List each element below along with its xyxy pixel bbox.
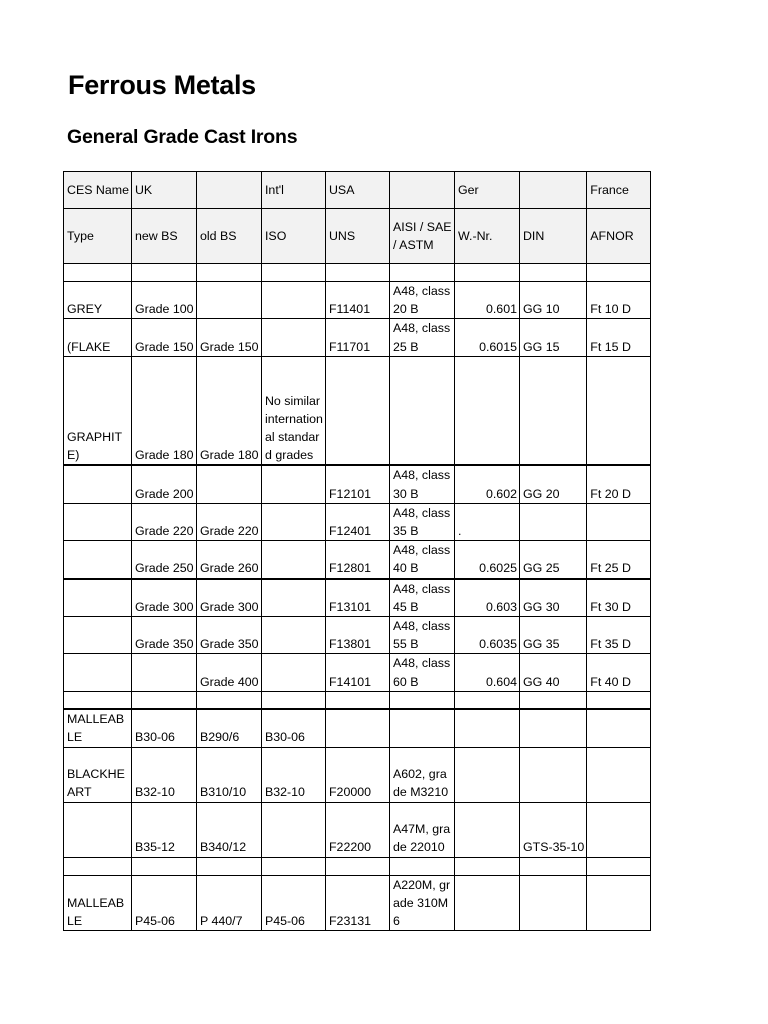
header-cell: USA <box>325 172 389 209</box>
table-cell: Grade 100 <box>131 282 196 319</box>
table-cell: Ft 30 D <box>587 579 651 617</box>
header-cell: Ger <box>454 172 519 209</box>
header-cell: ISO <box>261 209 325 264</box>
header-cell: UNS <box>325 209 389 264</box>
table-cell: Grade 350 <box>131 616 196 653</box>
table-cell <box>389 691 454 709</box>
table-cell <box>131 264 196 282</box>
table-row <box>64 579 651 617</box>
header-cell: DIN <box>519 209 586 264</box>
table-row <box>64 616 651 653</box>
table-cell: F20000 <box>325 747 389 802</box>
table-cell <box>454 802 519 857</box>
table-cell <box>261 857 325 875</box>
header-cell: AFNOR <box>587 209 651 264</box>
table-cell <box>261 579 325 617</box>
table-cell: A48, class 40 B <box>389 541 454 579</box>
table-cell: A48, class 60 B <box>389 654 454 691</box>
table-cell: F12401 <box>325 503 389 540</box>
table-cell: P 440/7 <box>196 875 261 931</box>
table-cell <box>131 857 196 875</box>
table-cell: GG 35 <box>519 616 586 653</box>
table-cell <box>261 691 325 709</box>
table-cell: Grade 180 <box>196 356 261 465</box>
table-cell: F12801 <box>325 541 389 579</box>
table-cell: Ft 10 D <box>587 282 651 319</box>
table-row <box>64 319 651 356</box>
table-cell: F13101 <box>325 579 389 617</box>
table-cell: GG 15 <box>519 319 586 356</box>
table-cell: Ft 35 D <box>587 616 651 653</box>
table-row <box>64 802 651 857</box>
table-cell <box>389 356 454 465</box>
table-cell: 0.6015 <box>454 319 519 356</box>
table-cell <box>325 264 389 282</box>
table-cell <box>131 691 196 709</box>
table-cell <box>261 541 325 579</box>
table-cell <box>64 802 132 857</box>
table-cell <box>519 709 586 747</box>
table-cell <box>261 654 325 691</box>
section-subtitle: General Grade Cast Irons <box>67 126 298 148</box>
table-cell: Ft 40 D <box>587 654 651 691</box>
table-cell <box>389 857 454 875</box>
table-cell <box>519 503 586 540</box>
table-cell <box>64 691 132 709</box>
table-cell <box>389 709 454 747</box>
table-cell: 0.602 <box>454 465 519 503</box>
table-cell: F12101 <box>325 465 389 503</box>
table-cell: Grade 200 <box>131 465 196 503</box>
table-cell <box>587 875 651 931</box>
table-cell <box>587 709 651 747</box>
table-cell <box>64 654 132 691</box>
table-cell <box>64 264 132 282</box>
table-cell <box>131 654 196 691</box>
table-cell: Ft 25 D <box>587 541 651 579</box>
table-cell <box>519 747 586 802</box>
table-cell: A602, grade M3210 <box>389 747 454 802</box>
table-cell <box>261 319 325 356</box>
table-cell: Ft 20 D <box>587 465 651 503</box>
table-cell <box>587 857 651 875</box>
header-cell <box>389 172 454 209</box>
table-cell: Grade 220 <box>131 503 196 540</box>
table-cell: Grade 300 <box>196 579 261 617</box>
table-cell: F13801 <box>325 616 389 653</box>
table-cell: 0.604 <box>454 654 519 691</box>
header-cell: UK <box>131 172 196 209</box>
table-cell <box>389 264 454 282</box>
table-cell: Grade 300 <box>131 579 196 617</box>
table-cell <box>454 875 519 931</box>
table-cell <box>454 264 519 282</box>
table-cell <box>454 747 519 802</box>
table-cell: B310/10 <box>196 747 261 802</box>
table-cell <box>196 282 261 319</box>
table-cell: F11401 <box>325 282 389 319</box>
table-cell: GG 40 <box>519 654 586 691</box>
table-cell: Grade 220 <box>196 503 261 540</box>
table-cell <box>325 709 389 747</box>
table-row <box>64 654 651 691</box>
table-cell <box>261 465 325 503</box>
table-cell <box>325 356 389 465</box>
table-cell: B32-10 <box>261 747 325 802</box>
table-cell: Grade 150 <box>131 319 196 356</box>
table-cell: B290/6 <box>196 709 261 747</box>
header-cell: W.-Nr. <box>454 209 519 264</box>
table-cell: A48, class 25 B <box>389 319 454 356</box>
table-cell <box>261 264 325 282</box>
table-cell: F23131 <box>325 875 389 931</box>
table-cell <box>519 264 586 282</box>
header-cell: old BS <box>196 209 261 264</box>
header-cell: Int'l <box>261 172 325 209</box>
table-cell <box>196 691 261 709</box>
table-cell <box>587 503 651 540</box>
header-cell: new BS <box>131 209 196 264</box>
table-cell: MALLEABLE <box>64 875 132 931</box>
table-cell: A48, class 20 B <box>389 282 454 319</box>
header-cell <box>519 172 586 209</box>
header-cell: France <box>587 172 651 209</box>
table-cell: Grade 350 <box>196 616 261 653</box>
table-cell: (FLAKE <box>64 319 132 356</box>
table-cell <box>454 709 519 747</box>
table-row <box>64 503 651 540</box>
table-cell <box>587 747 651 802</box>
table-cell: Ft 15 D <box>587 319 651 356</box>
table-cell: F22200 <box>325 802 389 857</box>
table-cell: BLACKHEART <box>64 747 132 802</box>
table-cell: GG 25 <box>519 541 586 579</box>
table-cell <box>325 691 389 709</box>
table-cell: GTS-35-10 <box>519 802 586 857</box>
cast-iron-grades-table <box>63 171 651 931</box>
table-cell <box>519 875 586 931</box>
table-row <box>64 691 651 709</box>
table-cell: F14101 <box>325 654 389 691</box>
table-row <box>64 465 651 503</box>
table-cell <box>519 857 586 875</box>
table-cell: A48, class 45 B <box>389 579 454 617</box>
table-cell <box>196 264 261 282</box>
table-row <box>64 356 651 465</box>
table-cell <box>261 616 325 653</box>
table-cell: B30-06 <box>261 709 325 747</box>
table-cell: B30-06 <box>131 709 196 747</box>
table-cell <box>454 857 519 875</box>
table-cell <box>261 282 325 319</box>
table-cell: A48, class 30 B <box>389 465 454 503</box>
header-cell: CES Name <box>64 172 132 209</box>
table-cell: MALLEABLE <box>64 709 132 747</box>
table-cell: Grade 400 <box>196 654 261 691</box>
table-cell: Grade 150 <box>196 319 261 356</box>
table-cell: A48, class 35 B <box>389 503 454 540</box>
header-cell: AISI / SAE / ASTM <box>389 209 454 264</box>
table-cell <box>261 503 325 540</box>
table-cell: B340/12 <box>196 802 261 857</box>
table-cell: GG 30 <box>519 579 586 617</box>
table-cell: 0.601 <box>454 282 519 319</box>
page-title: Ferrous Metals <box>68 70 256 100</box>
table-cell <box>587 802 651 857</box>
table-cell: 0.603 <box>454 579 519 617</box>
table-cell: . <box>454 503 519 540</box>
table-cell <box>587 264 651 282</box>
table-cell <box>64 465 132 503</box>
table-cell <box>64 616 132 653</box>
table-cell: A220M, grade 310M6 <box>389 875 454 931</box>
table-row <box>64 747 651 802</box>
table-cell: 0.6025 <box>454 541 519 579</box>
table-cell <box>587 356 651 465</box>
table-cell <box>454 691 519 709</box>
table-cell <box>64 541 132 579</box>
table-cell <box>261 802 325 857</box>
table-cell: B35-12 <box>131 802 196 857</box>
table-cell <box>325 857 389 875</box>
table-cell <box>587 691 651 709</box>
table-cell: B32-10 <box>131 747 196 802</box>
table-cell <box>64 503 132 540</box>
table-cell: P45-06 <box>261 875 325 931</box>
table-row <box>64 875 651 931</box>
table-cell: 0.6035 <box>454 616 519 653</box>
table-cell: P45-06 <box>131 875 196 931</box>
table-cell: Grade 260 <box>196 541 261 579</box>
table-cell: GG 20 <box>519 465 586 503</box>
table-row <box>64 282 651 319</box>
table-cell: GRAPHITE) <box>64 356 132 465</box>
table-cell <box>196 857 261 875</box>
table-cell <box>64 857 132 875</box>
header-cell: Type <box>64 209 132 264</box>
table-cell: Grade 250 <box>131 541 196 579</box>
table-cell <box>519 691 586 709</box>
table-cell: Grade 180 <box>131 356 196 465</box>
table-cell: No similar international standard grades <box>261 356 325 465</box>
table-cell <box>454 356 519 465</box>
table-row <box>64 857 651 875</box>
table-row <box>64 264 651 282</box>
header-cell <box>196 172 261 209</box>
table-cell: GREY <box>64 282 132 319</box>
table-cell <box>64 579 132 617</box>
table-cell <box>196 465 261 503</box>
table-cell: A48, class 55 B <box>389 616 454 653</box>
table-row <box>64 709 651 747</box>
table-cell <box>519 356 586 465</box>
header-row <box>64 172 651 209</box>
table-cell: F11701 <box>325 319 389 356</box>
table-cell: A47M, grade 22010 <box>389 802 454 857</box>
table-row <box>64 541 651 579</box>
table-cell: GG 10 <box>519 282 586 319</box>
header-row <box>64 209 651 264</box>
